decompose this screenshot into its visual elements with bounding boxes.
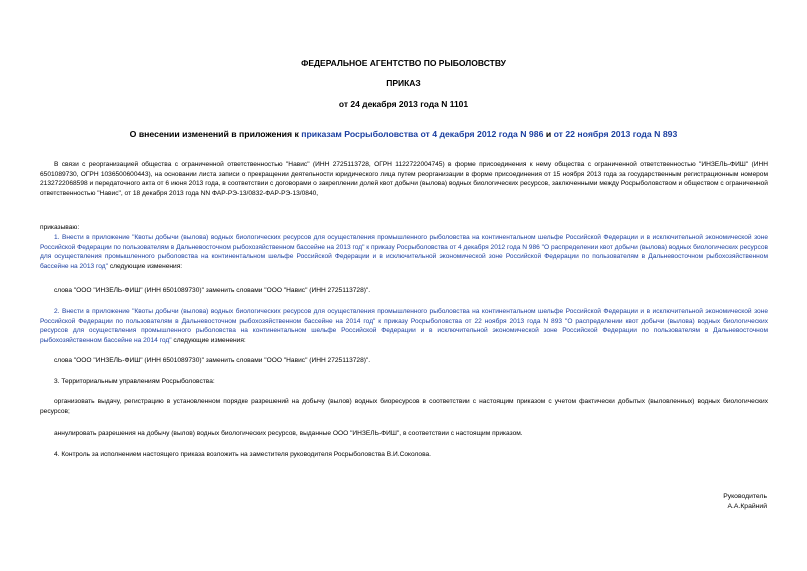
item-3-heading: 3. Территориальным управлениям Росрыболовства: bbox=[54, 378, 215, 385]
item-1-link[interactable]: 1. Внести в приложение "Квоты добычи (вылова) водных биологических ресурсов для осуществления промышленного рыболовства на континентальном шельфе Российской Федерации и в исключительной экономической зоне Российской Федерации по пользователям в Дальневосточном рыбохозяйственном бассейне на 2013 год" к приказу Росрыболовства от 4 декабря 2012 года N 986 "О распределении квот добычи (вылова) водных биологических ресурсов для осуществления промышленного рыболовства на континентальном шельфе Российской Федерации и в исключительной экономической зоне Российской Федерации по пользователям в Дальневосточном рыбохозяйственном бассейне на 2013 год" bbox=[40, 234, 768, 270]
item-1-paragraph bbox=[40, 233, 768, 271]
item-2-change: слова "ООО "ИНЗЕЛЬ-ФИШ" (ИНН 6501089730)" заменить словами "ООО "Навис" (ИНН 2725113728)". bbox=[54, 357, 371, 364]
item-2-suffix: следующие изменения: bbox=[171, 336, 246, 344]
title-link-order-986[interactable]: приказам Росрыболовства от 4 декабря 2012 года N 986 bbox=[301, 129, 544, 139]
order-word: приказываю: bbox=[40, 224, 80, 231]
agency-name: ФЕДЕРАЛЬНОЕ АГЕНТСТВО ПО РЫБОЛОВСТВУ bbox=[301, 58, 506, 68]
item-3-subitem-b: аннулировать разрешения на добычу (вылов) водных биологических ресурсов, выданные ООО "ИНЗЕЛЬ-ФИШ", в соответствии с настоящим приказом. bbox=[54, 430, 523, 437]
preamble-paragraph: В связи с реорганизацией общества с ограниченной ответственностью "Навис" (ИНН 2725113728, ОГРН 1122722004745) в форме присоединения к нему общества с ограниченной ответственностью "ИНЗЕЛЬ-ФИШ" (ИНН 6501089730, ОГРН 1036500600443), на основании листа записи о прекращении деятельности юридического лица путем реорганизации в форме присоединения от 15 ноября 2013 года за государственным регистрационным номером 2132722068598 и передаточного акта от 6 июня 2013 года, в соответствии с договорами о закреплении долей квот добычи (вылова) водных биологических ресурсов, заключенными между Росрыболовством и обществом с ограниченной ответственностью "Навис", от 18 декабря 2013 года NN ФАР-РЭ-13/0832-ФАР-РЭ-13/0840, bbox=[40, 161, 768, 197]
signature-name: А.А.Крайний bbox=[727, 503, 767, 510]
item-4-paragraph: 4. Контроль за исполнением настоящего приказа возложить на заместителя руководителя Росрыболовства В.И.Соколова. bbox=[54, 451, 431, 458]
item-2-link[interactable]: 2. Внести в приложение "Квоты добычи (вылова) водных биологических ресурсов для осуществления промышленного рыболовства на континентальном шельфе Российской Федерации и в исключительной экономической зоне Российской Федерации по пользователям в Дальневосточном рыбохозяйственном бассейне на 2014 год" к приказу Росрыболовства от 22 ноября 2013 года N 893 "О распределении квот добычи (вылова) водных биологических ресурсов для осуществления промышленного рыболовства на континентальном шельфе Российской Федерации и в исключительной экономической зоне Российской Федерации по пользователям в Дальневосточном рыбохозяйственном бассейне на 2014 год" bbox=[40, 308, 768, 344]
document-type: ПРИКАЗ bbox=[386, 78, 421, 88]
item-1-suffix: следующие изменения: bbox=[108, 262, 183, 270]
title-link-order-893[interactable]: от 22 ноября 2013 года N 893 bbox=[553, 129, 678, 139]
signature-position: Руководитель bbox=[723, 493, 767, 500]
title-mid: и bbox=[543, 129, 554, 139]
item-2-paragraph bbox=[40, 307, 768, 345]
title-prefix: О внесении изменений в приложения к bbox=[129, 129, 302, 139]
document-title bbox=[0, 129, 807, 139]
item-3-subitem-a: организовать выдачу, регистрацию в установленном порядке разрешений на добычу (вылов) водных биоресурсов в соответствии с настоящим приказом с учетом фактически добытых (выловленных) водных биологических ресурсов; bbox=[40, 398, 768, 415]
document-date-number: от 24 декабря 2013 года N 1101 bbox=[338, 99, 469, 109]
item-1-change: слова "ООО "ИНЗЕЛЬ-ФИШ" (ИНН 6501089730)" заменить словами "ООО "Навис" (ИНН 2725113728)". bbox=[54, 287, 371, 294]
